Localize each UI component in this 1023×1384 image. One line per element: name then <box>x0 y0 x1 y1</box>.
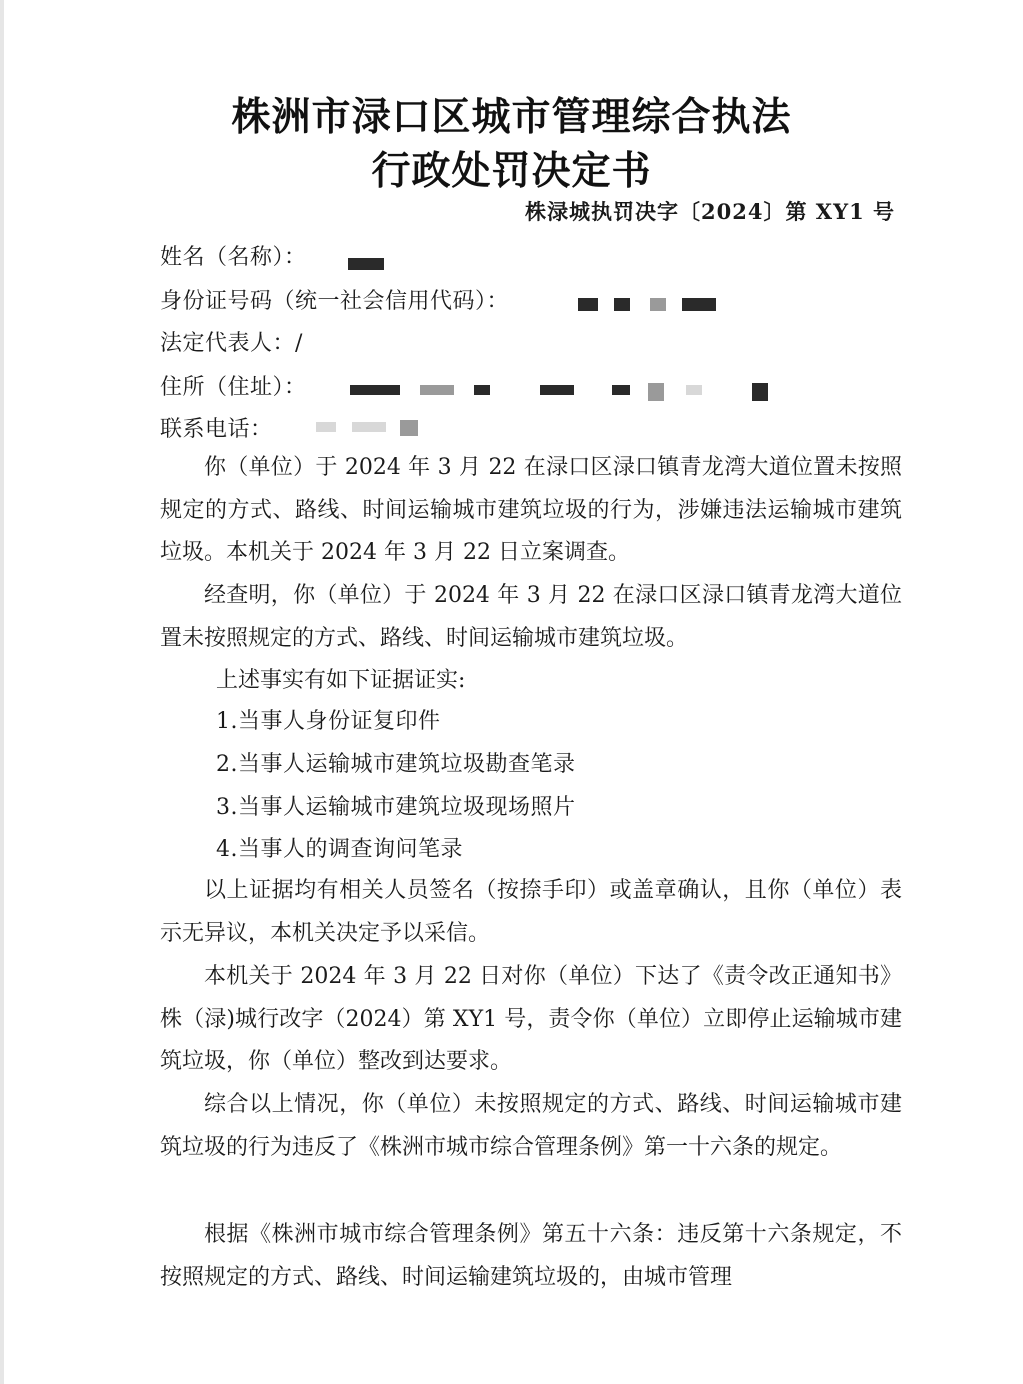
legal-representative-label <box>160 326 303 357</box>
legal-representative-label-text: 法定代表人： <box>160 331 296 356</box>
evidence-item-2: 2.当事人运输城市建筑垃圾勘查笔录 <box>216 752 576 777</box>
phone-label: 联系电话： <box>160 417 273 442</box>
evidence-item-4: 4.当事人的调查询问笔录 <box>216 837 463 862</box>
document-number: 株渌城执罚决字〔2024〕第 XY1 号 <box>525 199 895 224</box>
paragraph-rectification-notice: 本机关于 2024 年 3 月 22 日对你（单位）下达了《责令改正通知书》株（渌)城行改字（2024）第 XY1 号，责令你（单位）立即停止运输城市建筑垃圾，你（单位）整改到达要求。 <box>160 964 902 1074</box>
scan-edge <box>0 0 4 1384</box>
paragraph-findings: 经查明，你（单位）于 2024 年 3 月 22 在渌口区渌口镇青龙湾大道位置未按照规定的方式、路线、时间运输城市建筑垃圾。 <box>160 583 902 651</box>
evidence-item-1: 1.当事人身份证复印件 <box>216 709 441 734</box>
legal-representative-value: / <box>295 331 303 356</box>
redacted-name <box>348 258 384 270</box>
paragraph-legal-basis: 根据《株洲市城市综合管理条例》第五十六条：违反第十六条规定，不按照规定的方式、路线、时间运输建筑垃圾的，由城市管理 <box>160 1222 902 1290</box>
document-title-line2: 行政处罚决定书 <box>371 149 652 194</box>
paragraph-violation-summary: 综合以上情况，你（单位）未按照规定的方式、路线、时间运输城市建筑垃圾的行为违反了《株洲市城市综合管理条例》第一十六条的规定。 <box>160 1092 902 1160</box>
name-label: 姓名（名称）： <box>160 245 307 270</box>
paragraph-evidence-confirmation: 以上证据均有相关人员签名（按捺手印）或盖章确认，且你（单位）表示无异议，本机关决定予以采信。 <box>160 878 902 946</box>
paragraph-evidence-intro: 上述事实有如下证据证实: <box>216 668 466 693</box>
id-number-label: 身份证号码（统一社会信用代码）： <box>160 289 510 314</box>
evidence-item-3: 3.当事人运输城市建筑垃圾现场照片 <box>216 795 576 820</box>
address-label: 住所（住址）： <box>160 375 307 400</box>
paragraph-case-filing: 你（单位）于 2024 年 3 月 22 在渌口区渌口镇青龙湾大道位置未按照规定的方式、路线、时间运输城市建筑垃圾的行为，涉嫌违法运输城市建筑垃圾。本机关于 2024 年 3 月 22 日立案调查。 <box>160 455 902 565</box>
document-title-line1: 株洲市渌口区城市管理综合执法 <box>231 95 792 140</box>
